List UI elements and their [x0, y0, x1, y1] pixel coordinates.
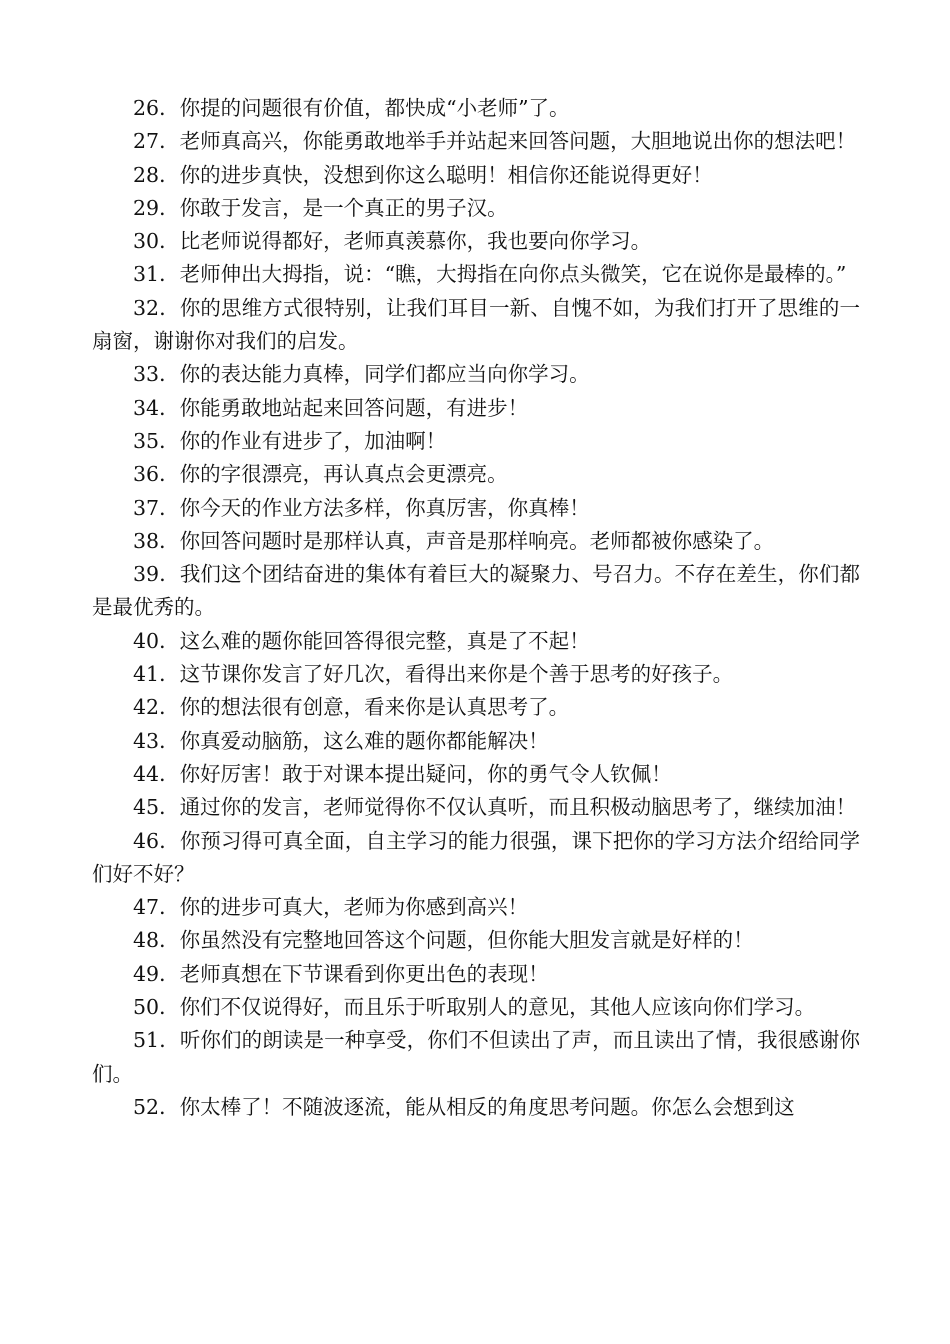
- list-item: 43．你真爱动脑筋，这么难的题你都能解决！: [133, 728, 549, 753]
- list-item: 40．这么难的题你能回答得很完整，真是了不起！: [133, 628, 590, 653]
- list-item: 32．你的思维方式很特别，让我们耳目一新、自愧不如，为我们打开了思维的一扇窗，谢谢你对我们的启发。: [92, 295, 860, 354]
- list-item: 30．比老师说得都好，老师真羡慕你，我也要向你学习。: [133, 229, 652, 254]
- list-item: 39．我们这个团结奋进的集体有着巨大的凝聚力、号召力。不存在差生，你们都是最优秀的。: [92, 562, 860, 620]
- document-page: [92, 92, 860, 1124]
- list-item: 44．你好厉害！敢于对课本提出疑问，你的勇气令人钦佩！: [133, 761, 672, 786]
- list-item: 35．你的作业有进步了，加油啊！: [133, 428, 447, 453]
- list-item: 41．这节课你发言了好几次，看得出来你是个善于思考的好孩子。: [133, 662, 734, 687]
- list-item: 34．你能勇敢地站起来回答问题，有进步！: [133, 395, 529, 420]
- list-item: 27．老师真高兴，你能勇敢地举手并站起来回答问题，大胆地说出你的想法吧！: [133, 129, 857, 154]
- list-item: 45．通过你的发言，老师觉得你不仅认真听，而且积极动脑思考了，继续加油！: [133, 795, 857, 820]
- list-item: 38．你回答问题时是那样认真，声音是那样响亮。老师都被你感染了。: [133, 528, 775, 553]
- list-item: 50．你们不仅说得好，而且乐于听取别人的意见，其他人应该向你们学习。: [133, 995, 816, 1020]
- list-item: 26．你提的问题很有价值，都快成“小老师”了。: [133, 96, 570, 120]
- list-item: 48．你虽然没有完整地回答这个问题，但你能大胆发言就是好样的！: [133, 928, 754, 953]
- list-item: 46．你预习得可真全面，自主学习的能力很强，课下把你的学习方法介绍给同学们好不好？: [92, 828, 860, 886]
- list-item: 33．你的表达能力真棒，同学们都应当向你学习。: [133, 362, 590, 387]
- list-item: 49．老师真想在下节课看到你更出色的表现！: [133, 961, 549, 986]
- list-item: 42．你的想法很有创意，看来你是认真思考了。: [133, 695, 570, 720]
- list-item: 36．你的字很漂亮，再认真点会更漂亮。: [133, 462, 508, 487]
- list-item: 31．老师伸出大拇指，说：“瞧，大拇指在向你点头微笑，它在说你是最棒的。”: [133, 262, 847, 287]
- list-item: 51．听你们的朗读是一种享受，你们不但读出了声，而且读出了情，我很感谢你们。: [92, 1028, 860, 1086]
- list-item: 28．你的进步真快，没想到你这么聪明！相信你还能说得更好！: [133, 162, 713, 187]
- list-item: 37．你今天的作业方法多样，你真厉害，你真棒！: [133, 495, 590, 520]
- list-item: 47．你的进步可真大，老师为你感到高兴！: [133, 895, 529, 920]
- list-item: 29．你敢于发言，是一个真正的男子汉。: [133, 195, 508, 220]
- list-item: 52．你太棒了！不随波逐流，能从相反的角度思考问题。你怎么会想到这: [133, 1094, 795, 1119]
